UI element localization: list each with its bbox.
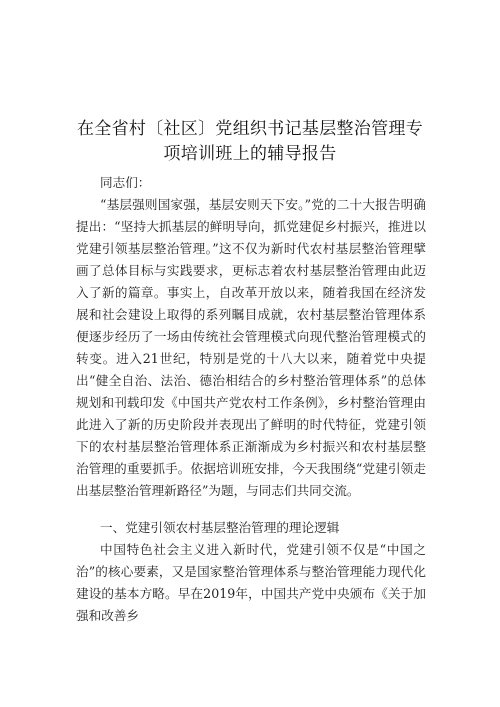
salutation: 同志们： xyxy=(100,175,151,190)
section-heading-1: 一、党建引领农村基层整治管理的理论逻辑 xyxy=(100,520,340,535)
body-paragraph-1: “基层强则国家强，基层安则天下安。”党的二十大报告明确提出：“坚持大抓基层的鲜明导向，抓党建促乡村振兴，推进以党建引领基层整治管理。”这不仅为新时代农村基层整治管理擘画了总体目标与实践要求，更标志着农村基层整治管理由此迈入了新的篇章。事实上，自改革开放以来，随着我国在经济发展和社会建设上取得的系列瞩目成就，农村基层整治管理体系便逐步经历了一场由传统社会管理模式向现代整治管理模式的转变。进入21世纪，特别是党的十八大以来，随着党中央提出“健全自治、法治、德治相结合的乡村整治管理体系”的总体规划和刊载印发《中国共产党农村工作条例》，乡村整治管理由此进入了新的历史阶段并表现出了鲜明的时代特征，党建引领下的农村基层整治管理体系正渐渐成为乡村振兴和农村基层整治管理的重要抓手。依据培训班安排，今天我围绕“党建引领走出基层整治管理新路径”为题，与同志们共同交流。 xyxy=(76,197,426,498)
body-paragraph-2: 中国特色社会主义进入新时代，党建引领不仅是“中国之治”的核心要素，又是国家整治管理体系与整治管理能力现代化建设的基本方略。早在2019年，中国共产党中央颁布《关于加强和改善乡 xyxy=(76,542,426,623)
document-title: 在全省村〔社区〕党组织书记基层整治管理专项培训班上的辅导报告 xyxy=(77,119,423,164)
